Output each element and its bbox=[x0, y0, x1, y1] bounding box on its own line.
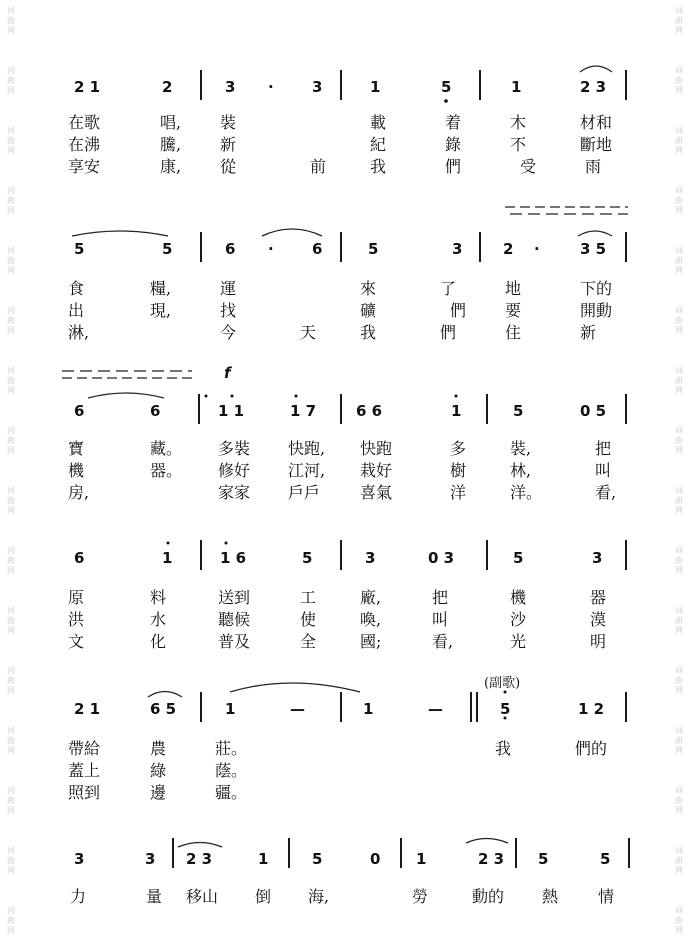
note: 3 bbox=[312, 78, 323, 96]
note: 1 bbox=[370, 78, 381, 96]
barline bbox=[288, 838, 290, 868]
note: 6 6 bbox=[356, 402, 383, 420]
lyric-word: 移山 bbox=[186, 887, 219, 906]
section-annotation: (副歌) bbox=[484, 676, 521, 691]
note: 6 bbox=[74, 402, 85, 420]
note: 2 3 bbox=[580, 78, 607, 96]
lyric-word: 機 bbox=[510, 588, 527, 607]
lyric-word: 康, bbox=[160, 157, 182, 176]
note: 3 bbox=[452, 240, 463, 258]
lyric-word: 前 bbox=[310, 157, 327, 176]
lyric-word: 動的 bbox=[472, 887, 505, 906]
lyric-word: 送到 bbox=[218, 588, 251, 607]
note: · bbox=[268, 78, 274, 96]
note: 5 bbox=[441, 78, 452, 96]
lyric-word: 情 bbox=[598, 887, 615, 906]
note: · bbox=[534, 240, 540, 258]
note: 1 1 bbox=[218, 402, 245, 420]
watermark: 词 曲 网 bbox=[675, 846, 683, 875]
lyric-word: 量 bbox=[146, 887, 163, 906]
note: 5 bbox=[162, 240, 173, 258]
barline bbox=[200, 692, 202, 722]
note: 5 bbox=[302, 549, 313, 567]
lyric-word: 們 bbox=[445, 157, 462, 176]
lyric-word: 不 bbox=[510, 135, 527, 154]
lyric-word: 們 bbox=[440, 323, 457, 342]
watermark: 词 曲 网 bbox=[7, 246, 15, 275]
lyric-word: 莊。 bbox=[215, 739, 248, 758]
lyric-word: 沙 bbox=[510, 610, 527, 629]
watermark: 词 曲 网 bbox=[675, 6, 683, 35]
lyric-word: 在沸 bbox=[68, 135, 101, 154]
lyric-line bbox=[60, 738, 640, 760]
note: 0 3 bbox=[428, 549, 455, 567]
lyric-word: 栽好 bbox=[360, 461, 393, 480]
watermark: 词 曲 网 bbox=[675, 186, 683, 215]
barline bbox=[200, 232, 202, 262]
lyric-word: 受 bbox=[520, 157, 537, 176]
note: 1 6 bbox=[220, 549, 247, 567]
note: 2 3 bbox=[186, 850, 213, 868]
watermark: 词 曲 网 bbox=[675, 126, 683, 155]
lyric-word: 聽候 bbox=[218, 610, 251, 629]
lyric-word: 普及 bbox=[218, 632, 251, 651]
barline bbox=[470, 692, 472, 722]
note: 6 5 bbox=[150, 700, 177, 718]
lyric-word: 帶給 bbox=[68, 739, 101, 758]
lyric-word: 洋。 bbox=[510, 483, 543, 502]
lyric-line bbox=[60, 322, 640, 344]
watermark: 词 曲 网 bbox=[7, 66, 15, 95]
dynamic-mark: f bbox=[224, 364, 231, 382]
lyric-word: 雨 bbox=[585, 157, 602, 176]
lyric-word: 水 bbox=[150, 610, 167, 629]
watermark: 词 曲 网 bbox=[7, 846, 15, 875]
watermark: 词 曲 网 bbox=[7, 186, 15, 215]
barline bbox=[625, 70, 627, 100]
lyric-word: 我 bbox=[495, 739, 512, 758]
lyric-word: 糧, bbox=[150, 279, 172, 298]
lyric-word: 食 bbox=[68, 279, 85, 298]
lyric-word: 從 bbox=[220, 157, 237, 176]
note: · bbox=[268, 240, 274, 258]
watermark: 词 曲 网 bbox=[7, 366, 15, 395]
note: 5 bbox=[538, 850, 549, 868]
barline bbox=[479, 70, 481, 100]
lyric-word: 多 bbox=[450, 439, 467, 458]
lyric-word: 來 bbox=[360, 279, 377, 298]
lyric-word: 在歌 bbox=[68, 113, 101, 132]
lyric-line bbox=[60, 760, 640, 782]
lyric-word: 修好 bbox=[218, 461, 251, 480]
watermark: 词 曲 网 bbox=[7, 906, 15, 935]
barline bbox=[340, 70, 342, 100]
lyric-word: 叫 bbox=[432, 610, 449, 629]
watermark: 词 曲 网 bbox=[7, 6, 15, 35]
note: 1 bbox=[416, 850, 427, 868]
lyric-word: 使 bbox=[300, 610, 317, 629]
note: 6 bbox=[74, 549, 85, 567]
lyric-word: 裝, bbox=[510, 439, 532, 458]
note: 2 3 bbox=[478, 850, 505, 868]
lyric-word: 快跑 bbox=[360, 439, 393, 458]
barline bbox=[628, 838, 630, 868]
lyric-line bbox=[60, 886, 640, 908]
note: 1 bbox=[225, 700, 236, 718]
barline bbox=[625, 232, 627, 262]
lyric-word: 我 bbox=[370, 157, 387, 176]
lyric-line bbox=[60, 300, 640, 322]
lyric-line bbox=[60, 112, 640, 134]
lyric-word: 看, bbox=[432, 632, 454, 651]
lyric-word: 裝 bbox=[220, 113, 237, 132]
lyric-word: 錄 bbox=[445, 135, 462, 154]
note: 3 bbox=[592, 549, 603, 567]
watermark: 词 曲 网 bbox=[675, 366, 683, 395]
note: 0 bbox=[370, 850, 381, 868]
watermark: 词 曲 网 bbox=[7, 726, 15, 755]
barline bbox=[340, 540, 342, 570]
barline bbox=[340, 692, 342, 722]
lyric-word: 倒 bbox=[255, 887, 272, 906]
lyric-line bbox=[60, 134, 640, 156]
note: 1 bbox=[451, 402, 462, 420]
lyric-word: 享安 bbox=[68, 157, 101, 176]
lyric-word: 疆。 bbox=[215, 783, 248, 802]
note: 1 bbox=[363, 700, 374, 718]
lyric-word: 叫 bbox=[595, 461, 612, 480]
lyric-word: 原 bbox=[68, 588, 85, 607]
barline bbox=[200, 540, 202, 570]
lyric-word: 天 bbox=[300, 323, 317, 342]
lyric-word: 新 bbox=[220, 135, 237, 154]
lyric-word: 我 bbox=[360, 323, 377, 342]
lyric-word: 斷地 bbox=[580, 135, 613, 154]
lyric-word: 全 bbox=[300, 632, 317, 651]
lyric-word: 洋 bbox=[450, 483, 467, 502]
lyric-word: 找 bbox=[220, 301, 237, 320]
lyric-word: 要 bbox=[505, 301, 522, 320]
note: 5 bbox=[368, 240, 379, 258]
barline bbox=[625, 692, 627, 722]
barline bbox=[340, 394, 342, 424]
lyric-word: 了 bbox=[440, 279, 457, 298]
barline bbox=[625, 540, 627, 570]
lyric-word: 工 bbox=[300, 588, 317, 607]
lyric-word: 洪 bbox=[68, 610, 85, 629]
watermark: 词 曲 网 bbox=[675, 906, 683, 935]
lyric-word: 材和 bbox=[580, 113, 613, 132]
barline bbox=[172, 838, 174, 868]
lyric-word: 快跑, bbox=[288, 439, 326, 458]
barline bbox=[198, 394, 200, 424]
note: 0 5 bbox=[580, 402, 607, 420]
note: 5 bbox=[513, 402, 524, 420]
watermark: 词 曲 网 bbox=[7, 786, 15, 815]
watermark: 词 曲 网 bbox=[675, 606, 683, 635]
note: 2 1 bbox=[74, 700, 101, 718]
barline bbox=[625, 394, 627, 424]
note: 1 bbox=[511, 78, 522, 96]
barline bbox=[400, 838, 402, 868]
lyric-word: 勞 bbox=[412, 887, 429, 906]
barline bbox=[486, 540, 488, 570]
lyric-line bbox=[60, 782, 640, 804]
lyric-word: 出 bbox=[68, 301, 85, 320]
lyric-word: 喚, bbox=[360, 610, 382, 629]
lyric-line bbox=[60, 609, 640, 631]
lyric-word: 多裝 bbox=[218, 439, 251, 458]
lyric-word: 邊 bbox=[150, 783, 167, 802]
lyric-word: 化 bbox=[150, 632, 167, 651]
lyric-word: 把 bbox=[432, 588, 449, 607]
lyric-word: 唱, bbox=[160, 113, 182, 132]
note: 3 5 bbox=[580, 240, 607, 258]
watermark: 词 曲 网 bbox=[675, 666, 683, 695]
barline bbox=[340, 232, 342, 262]
note: 1 bbox=[162, 549, 173, 567]
note: 5 bbox=[600, 850, 611, 868]
watermark: 词 曲 网 bbox=[7, 306, 15, 335]
note: 6 bbox=[312, 240, 323, 258]
barline bbox=[515, 838, 517, 868]
note: 3 bbox=[365, 549, 376, 567]
note: 6 bbox=[225, 240, 236, 258]
note: 1 2 bbox=[578, 700, 605, 718]
lyric-word: 國; bbox=[360, 632, 382, 651]
lyric-word: 把 bbox=[595, 439, 612, 458]
lyric-word: 江河, bbox=[288, 461, 326, 480]
lyric-word: 器。 bbox=[150, 461, 183, 480]
lyric-word: 木 bbox=[510, 113, 527, 132]
watermark: 词 曲 网 bbox=[7, 486, 15, 515]
barline bbox=[479, 232, 481, 262]
lyric-word: 房, bbox=[68, 483, 90, 502]
note: 1 7 bbox=[290, 402, 317, 420]
watermark: 词 曲 网 bbox=[7, 606, 15, 635]
watermark: 词 曲 网 bbox=[675, 306, 683, 335]
watermark: 词 曲 网 bbox=[675, 66, 683, 95]
lyric-word: 着 bbox=[445, 113, 462, 132]
lyric-word: 看, bbox=[595, 483, 617, 502]
lyric-word: 藏。 bbox=[150, 439, 183, 458]
lyric-word: 騰, bbox=[160, 135, 182, 154]
lyric-word: 光 bbox=[510, 632, 527, 651]
note: 5 bbox=[500, 700, 511, 718]
watermark: 词 曲 网 bbox=[675, 246, 683, 275]
watermark: 词 曲 网 bbox=[675, 726, 683, 755]
lyric-word: 照到 bbox=[68, 783, 101, 802]
lyric-word: 們的 bbox=[575, 739, 608, 758]
lyric-line bbox=[60, 278, 640, 300]
lyric-word: 綠 bbox=[150, 761, 167, 780]
lyric-line bbox=[60, 587, 640, 609]
watermark: 词 曲 网 bbox=[7, 666, 15, 695]
lyric-word: 農 bbox=[150, 739, 167, 758]
barline bbox=[486, 394, 488, 424]
lyric-word: 今 bbox=[220, 323, 237, 342]
lyric-word: 力 bbox=[70, 887, 87, 906]
lyric-word: 機 bbox=[68, 461, 85, 480]
lyric-word: 住 bbox=[505, 323, 522, 342]
note: 2 1 bbox=[74, 78, 101, 96]
lyric-line bbox=[60, 438, 640, 460]
watermark: 词 曲 网 bbox=[675, 486, 683, 515]
lyric-word: 漠 bbox=[590, 610, 607, 629]
lyric-line bbox=[60, 631, 640, 653]
lyric-word: 開動 bbox=[580, 301, 613, 320]
watermark: 词 曲 网 bbox=[675, 546, 683, 575]
lyric-word: 海, bbox=[308, 887, 330, 906]
lyric-line bbox=[60, 460, 640, 482]
lyric-word: 現, bbox=[150, 301, 172, 320]
lyric-line bbox=[60, 156, 640, 178]
lyric-word: 樹 bbox=[450, 461, 467, 480]
lyric-word: 載 bbox=[370, 113, 387, 132]
note: 1 bbox=[258, 850, 269, 868]
lyric-word: 文 bbox=[68, 632, 85, 651]
lyric-word: 運 bbox=[220, 279, 237, 298]
note: — bbox=[290, 700, 305, 718]
lyric-word: 紀 bbox=[370, 135, 387, 154]
note: — bbox=[428, 700, 443, 718]
note: 3 bbox=[145, 850, 156, 868]
watermark: 词 曲 网 bbox=[7, 426, 15, 455]
lyric-word: 戶戶 bbox=[288, 483, 321, 502]
note: 5 bbox=[74, 240, 85, 258]
note: 2 bbox=[162, 78, 173, 96]
lyric-word: 新 bbox=[580, 323, 597, 342]
note: 5 bbox=[513, 549, 524, 567]
lyric-word: 料 bbox=[150, 588, 167, 607]
lyric-word: 寶 bbox=[68, 439, 85, 458]
note: 5 bbox=[312, 850, 323, 868]
lyric-word: 廠, bbox=[360, 588, 382, 607]
lyric-word: 器 bbox=[590, 588, 607, 607]
watermark: 词 曲 网 bbox=[675, 426, 683, 455]
note: 3 bbox=[225, 78, 236, 96]
watermark: 词 曲 网 bbox=[7, 126, 15, 155]
watermark: 词 曲 网 bbox=[675, 786, 683, 815]
lyric-word: 熱 bbox=[542, 887, 559, 906]
lyric-word: 家家 bbox=[218, 483, 251, 502]
lyric-word: 蔭。 bbox=[215, 761, 248, 780]
barline bbox=[200, 70, 202, 100]
barline bbox=[476, 692, 478, 722]
lyric-word: 下的 bbox=[580, 279, 613, 298]
lyric-word: 喜氣 bbox=[360, 483, 393, 502]
watermark: 词 曲 网 bbox=[7, 546, 15, 575]
note: 2 bbox=[503, 240, 514, 258]
note: 3 bbox=[74, 850, 85, 868]
note: 6 bbox=[150, 402, 161, 420]
lyric-word: 們 bbox=[450, 301, 467, 320]
lyric-word: 林, bbox=[510, 461, 532, 480]
lyric-word: 蓋上 bbox=[68, 761, 101, 780]
lyric-line bbox=[60, 482, 640, 504]
lyric-word: 礦 bbox=[360, 301, 377, 320]
lyric-word: 地 bbox=[505, 279, 522, 298]
lyric-word: 明 bbox=[590, 632, 607, 651]
lyric-word: 淋, bbox=[68, 323, 90, 342]
